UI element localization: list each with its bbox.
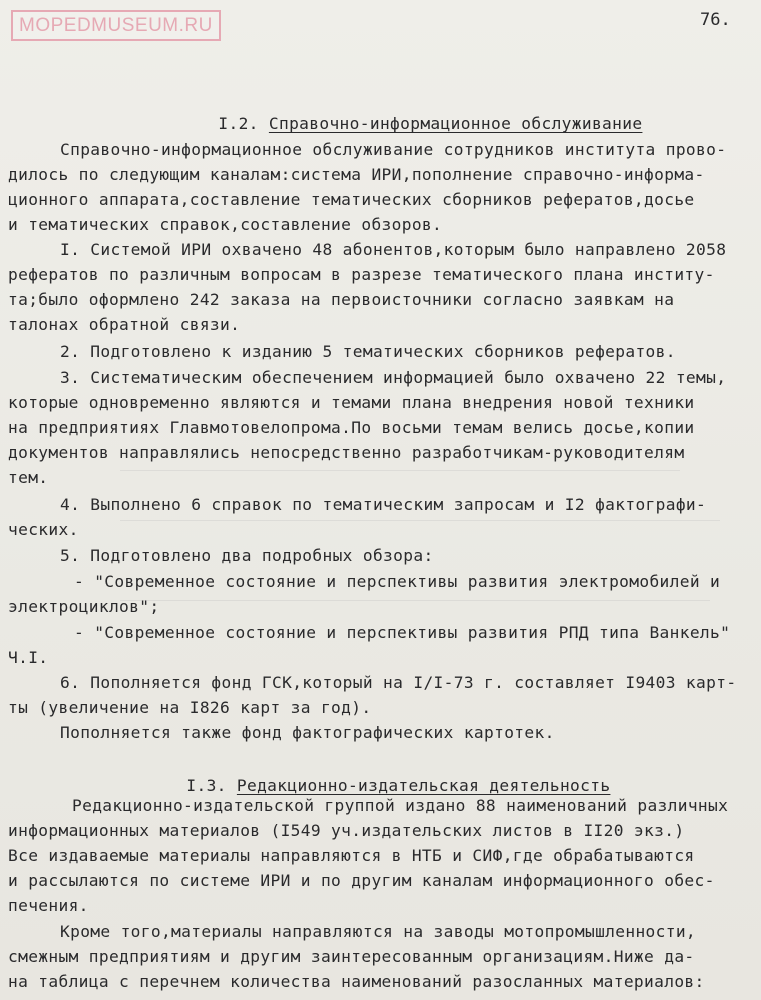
list-item: 6. Пополняется фонд ГСК,который на I/I-73 г. составляет I9403 карт-	[60, 673, 737, 692]
paragraph-line: ты (увеличение на I826 карт за год).	[8, 698, 372, 717]
section-number: I.2.	[218, 114, 259, 133]
paragraph-line: электроциклов";	[8, 597, 160, 616]
bleed-through-line	[120, 600, 710, 601]
paragraph-line: Редакционно-издательской группой издано 88 наименований различных	[72, 796, 729, 815]
paragraph-line: Пополняется также фонд фактографических картотек.	[60, 723, 555, 742]
paragraph-line: ционного аппарата,составление тематических сборников рефератов,досье	[8, 190, 695, 209]
paragraph-line: дилось по следующим каналам:система ИРИ,пополнение справочно-информа-	[8, 165, 705, 184]
list-item: 2. Подготовлено к изданию 5 тематических сборников рефератов.	[60, 342, 676, 361]
list-item: 5. Подготовлено два подробных обзора:	[60, 546, 434, 565]
page-number: 76.	[700, 10, 731, 30]
section-title: Справочно-информационное обслуживание	[268, 114, 643, 133]
paragraph-line: талонах обратной связи.	[8, 315, 241, 334]
paragraph-line: которые одновременно являются и темами плана внедрения новой техники	[8, 393, 695, 412]
paragraph-line: та;было оформлено 242 заказа на первоисточники согласно заявкам на	[8, 290, 675, 309]
paragraph-line: на предприятиях Главмотовелопрома.По восьми темам велись досье,копии	[8, 418, 695, 437]
list-item: 3. Систематическим обеспечением информацией было охвачено 22 темы,	[60, 368, 727, 387]
paragraph-line: смежным предприятиям и другим заинтересованным организациям.Ниже да-	[8, 947, 695, 966]
bleed-through-line	[120, 520, 720, 521]
list-item: - "Современное состояние и перспективы развития РПД типа Ванкель"	[74, 623, 731, 642]
paragraph-line: документов направлялись непосредственно разработчикам-руководителям	[8, 443, 685, 462]
paragraph-line: ческих.	[8, 520, 79, 539]
paragraph-line: и рассылаются по системе ИРИ и по другим каналам информационного обес-	[8, 871, 715, 890]
paragraph-line: рефератов по различным вопросам в разрезе тематического плана институ-	[8, 265, 715, 284]
paragraph-line: информационных материалов (I549 уч.издательских листов в II20 экз.)	[8, 821, 685, 840]
paragraph-line: и тематических справок,составление обзоров.	[8, 215, 443, 234]
paragraph-line: тем.	[8, 468, 49, 487]
paragraph-line: Справочно-информационное обслуживание сотрудников института прово-	[60, 140, 727, 159]
paragraph-line: Кроме того,материалы направляются на заводы мотопромышленности,	[60, 922, 697, 941]
list-item: 4. Выполнено 6 справок по тематическим запросам и I2 фактографи-	[60, 495, 707, 514]
section-title: Редакционно-издательская деятельность	[236, 776, 611, 795]
paragraph-line: Все издаваемые материалы направляются в НТБ и СИФ,где обрабатываются	[8, 846, 695, 865]
paragraph-line: печения.	[8, 896, 89, 915]
section-number: I.3.	[186, 776, 227, 795]
list-item: I. Системой ИРИ охвачено 48 абонентов,которым было направлено 2058	[60, 240, 727, 259]
paragraph-line: Ч.I.	[8, 648, 49, 667]
paragraph-line: на таблица с перечнем количества наименований разосланных материалов:	[8, 972, 705, 991]
bleed-through-line	[120, 470, 680, 471]
watermark-logo: MOPEDMUSEUM.RU	[11, 10, 221, 41]
list-item: - "Современное состояние и перспективы развития электромобилей и	[74, 572, 721, 591]
